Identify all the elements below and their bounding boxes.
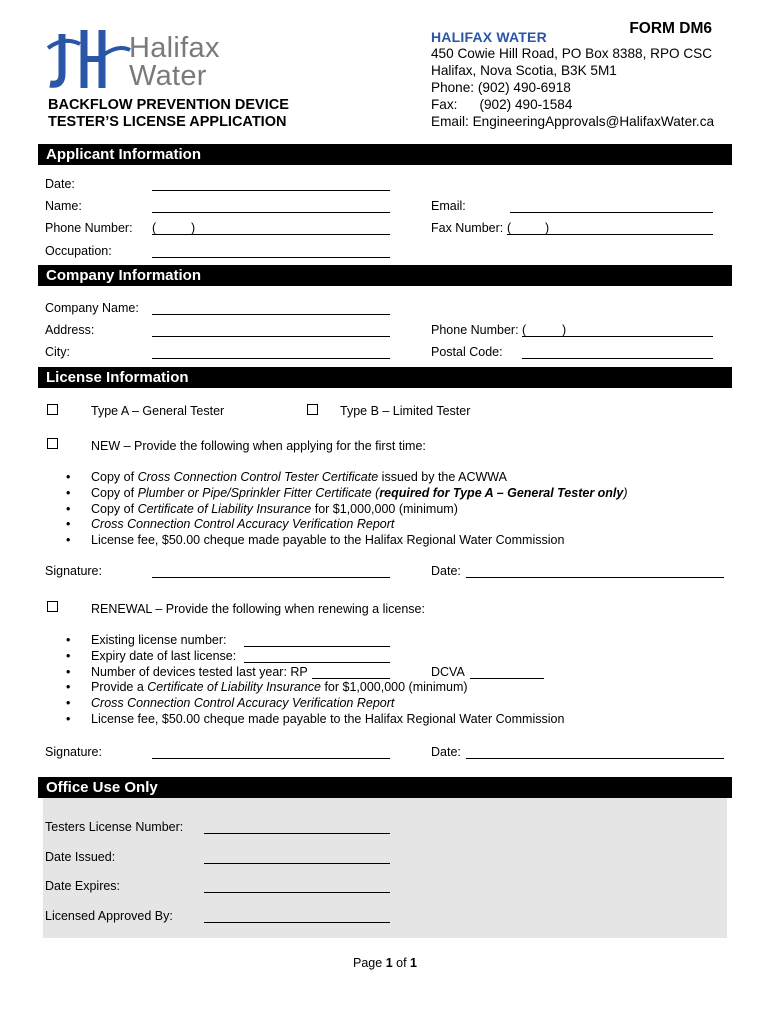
logo-word-water: Water: [129, 60, 207, 92]
bullet-icon: •: [66, 533, 71, 547]
renewal-instructions: RENEWAL – Provide the following when renewing a license:: [91, 602, 425, 616]
date-expires-label: Date Expires:: [45, 879, 121, 893]
new-signature-label: Signature:: [45, 564, 102, 578]
section-company-heading: Company Information: [38, 265, 732, 286]
applicant-occupation-field[interactable]: [152, 257, 390, 258]
dcva-label: DCVA: [431, 665, 465, 679]
page-number: Page 1 of 1: [353, 956, 417, 970]
renewal-date-field[interactable]: [466, 758, 724, 759]
bullet-icon: •: [66, 665, 71, 679]
bullet-icon: •: [66, 470, 71, 484]
company-postal-field[interactable]: [522, 358, 713, 359]
address-label: Address:: [45, 323, 95, 337]
phone-paren-close: ): [191, 221, 196, 235]
bullet-icon: •: [66, 517, 71, 531]
renewal-signature-label: Signature:: [45, 745, 102, 759]
dcva-count-field[interactable]: [470, 678, 544, 679]
expiry-date-field[interactable]: [244, 662, 390, 663]
new-date-field[interactable]: [466, 577, 724, 578]
type-a-checkbox[interactable]: [47, 404, 58, 415]
date-expires-field[interactable]: [204, 892, 390, 893]
org-name: HALIFAX WATER: [431, 29, 547, 45]
type-b-label: Type B – Limited Tester: [340, 404, 471, 418]
section-office-heading: Office Use Only: [38, 777, 732, 798]
bullet-icon: •: [66, 486, 71, 500]
list-item: Expiry date of last license:: [91, 649, 237, 663]
renewal-date-label: Date:: [431, 745, 461, 759]
list-item: Copy of Plumber or Pipe/Sprinkler Fitter Certificate (required for Type A – General Tester only): [91, 486, 628, 500]
applicant-phone-field[interactable]: [152, 234, 390, 235]
company-name-field[interactable]: [152, 314, 390, 315]
fax-paren-close: ): [545, 221, 550, 235]
phone-label: Phone Number:: [45, 221, 133, 235]
section-license-heading: License Information: [38, 367, 732, 388]
list-item: Copy of Certificate of Liability Insurance for $1,000,000 (minimum): [91, 502, 458, 516]
occupation-label: Occupation:: [45, 244, 112, 258]
bullet-icon: •: [66, 680, 71, 694]
fax-label: Fax Number:: [431, 221, 504, 235]
list-item: Cross Connection Control Accuracy Verification Report: [91, 696, 395, 710]
address-line-1: 450 Cowie Hill Road, PO Box 8388, RPO CSC: [431, 46, 713, 61]
fax-line: Fax: (902) 490-1584: [431, 97, 573, 112]
logo-word-halifax: Halifax: [129, 32, 220, 64]
approved-by-label: Licensed Approved By:: [45, 909, 173, 923]
phone-paren-open: (: [152, 221, 157, 235]
date-issued-label: Date Issued:: [45, 850, 116, 864]
form-title: BACKFLOW PREVENTION DEVICE TESTER’S LICENSE APPLICATION: [48, 97, 289, 130]
applicant-fax-field[interactable]: [507, 234, 713, 235]
new-checkbox[interactable]: [47, 438, 58, 449]
form-code: FORM DM6: [629, 20, 712, 37]
bullet-icon: •: [66, 649, 71, 663]
company-phone-field[interactable]: [522, 336, 713, 337]
approved-by-field[interactable]: [204, 922, 390, 923]
date-label: Date:: [45, 177, 75, 191]
halifax-water-logo: [44, 26, 234, 92]
city-label: City:: [45, 345, 70, 359]
company-address-field[interactable]: [152, 336, 390, 337]
bullet-icon: •: [66, 502, 71, 516]
address-line-2: Halifax, Nova Scotia, B3K 5M1: [431, 63, 617, 78]
phone-line: Phone: (902) 490-6918: [431, 80, 571, 95]
type-a-label: Type A – General Tester: [91, 404, 225, 418]
bullet-icon: •: [66, 696, 71, 710]
list-item: Cross Connection Control Accuracy Verification Report: [91, 517, 395, 531]
type-b-checkbox[interactable]: [307, 404, 318, 415]
testers-license-number-field[interactable]: [204, 833, 390, 834]
new-instructions: NEW – Provide the following when applying for the first time:: [91, 439, 426, 453]
email-line: Email: EngineeringApprovals@HalifaxWater.ca: [431, 114, 715, 129]
applicant-date-field[interactable]: [152, 190, 390, 191]
existing-license-field[interactable]: [244, 646, 390, 647]
list-item: License fee, $50.00 cheque made payable to the Halifax Regional Water Commission: [91, 712, 565, 726]
applicant-name-field[interactable]: [152, 212, 390, 213]
list-item: Copy of Cross Connection Control Tester Certificate issued by the ACWWA: [91, 470, 507, 484]
bullet-icon: •: [66, 633, 71, 647]
fax-paren-open: (: [507, 221, 512, 235]
list-item: License fee, $50.00 cheque made payable to the Halifax Regional Water Commission: [91, 533, 565, 547]
new-signature-field[interactable]: [152, 577, 390, 578]
company-phone-label: Phone Number:: [431, 323, 519, 337]
company-phone-paren-close: ): [562, 323, 567, 337]
list-item: Existing license number:: [91, 633, 227, 647]
rp-count-field[interactable]: [312, 678, 390, 679]
company-phone-paren-open: (: [522, 323, 527, 337]
company-city-field[interactable]: [152, 358, 390, 359]
email-label: Email:: [431, 199, 466, 213]
new-date-label: Date:: [431, 564, 461, 578]
testers-license-number-label: Testers License Number:: [45, 820, 184, 834]
name-label: Name:: [45, 199, 82, 213]
list-item: Provide a Certificate of Liability Insurance for $1,000,000 (minimum): [91, 680, 468, 694]
renewal-signature-field[interactable]: [152, 758, 390, 759]
postal-code-label: Postal Code:: [431, 345, 503, 359]
list-item: Number of devices tested last year: RP: [91, 665, 308, 679]
company-name-label: Company Name:: [45, 301, 139, 315]
logo-mark-icon: [44, 26, 134, 92]
section-applicant-heading: Applicant Information: [38, 144, 732, 165]
bullet-icon: •: [66, 712, 71, 726]
renewal-checkbox[interactable]: [47, 601, 58, 612]
date-issued-field[interactable]: [204, 863, 390, 864]
applicant-email-field[interactable]: [510, 212, 713, 213]
